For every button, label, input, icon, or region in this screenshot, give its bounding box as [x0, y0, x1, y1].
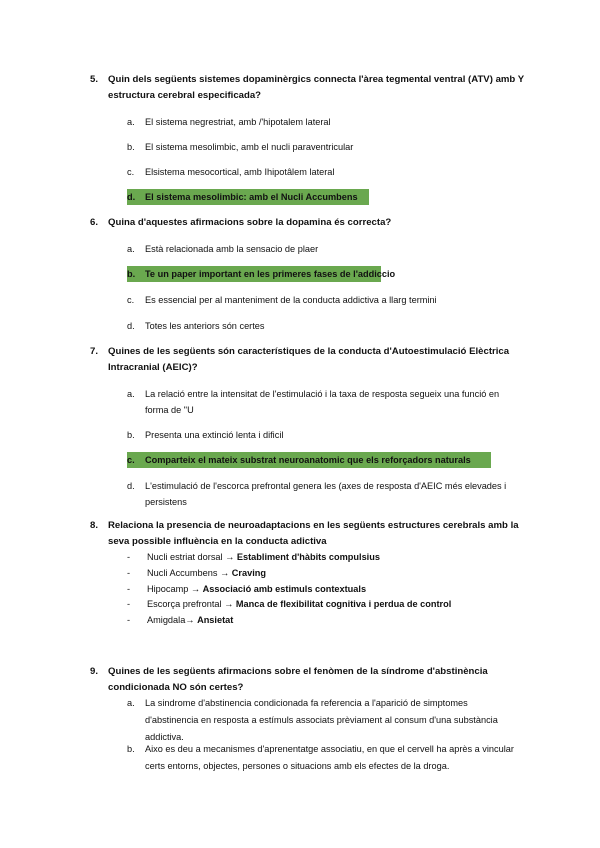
option-9b: [127, 741, 519, 775]
option-5a: [127, 114, 427, 130]
question-5: [90, 72, 530, 104]
option-letter: c.: [127, 455, 135, 465]
option-text: Presenta una extinció lenta i dificil: [145, 430, 284, 440]
bullet-label: Hipocamp →: [147, 584, 201, 594]
question-9: [90, 664, 530, 696]
question-text: Quina d'aquestes afirmacions sobre la dopamina és correcta?: [108, 217, 392, 228]
option-5c: [127, 164, 427, 180]
question-number: 7.: [90, 346, 99, 357]
bullet-answer: Ansietat: [197, 615, 234, 625]
bullet-dash: -: [127, 584, 131, 594]
bullet-answer: Establiment d'hàbits compulsius: [236, 552, 380, 562]
option-text: Comparteix el mateix substrat neuroanatomic que els reforçadors naturals: [145, 455, 471, 465]
option-7c: [127, 452, 491, 473]
option-text: Te un paper important en les primeres fases de l'addiccio: [145, 269, 396, 279]
option-6d: [127, 318, 427, 334]
option-9a: [127, 695, 515, 746]
bullet-item: [127, 613, 233, 627]
bullet-item: [127, 566, 266, 580]
bullet-dash: -: [127, 615, 131, 625]
bullet-label: Escorça prefrontal →: [147, 599, 234, 609]
question-number: 6.: [90, 217, 99, 228]
option-letter: b.: [127, 744, 135, 754]
option-6a: [127, 241, 427, 257]
option-letter: b.: [127, 269, 136, 279]
option-text: Aixo es deu a mecanismes d'aprenentatge associatiu, en que el cervell ha après a vincular certs entorns, objectes, persones o situacions amb els efectes de la droga.: [145, 744, 514, 771]
bullet-answer: Craving: [231, 568, 266, 578]
question-text: Quines de les següents afirmacions sobre el fenòmen de la síndrome d'abstinència condicionada NO són certes?: [108, 666, 488, 693]
option-letter: d.: [127, 192, 136, 202]
option-text: Està relacionada amb la sensacio de plaer: [145, 244, 319, 254]
bullet-label: Amigdala→: [147, 615, 195, 625]
option-letter: b.: [127, 430, 135, 440]
question-text: Quines de les següents són característiques de la conducta d'Autoestimulació Elèctrica Intracranial (AEIC)?: [108, 346, 510, 373]
option-text: Es essencial per al manteniment de la conducta addictiva a llarg termini: [145, 295, 437, 305]
bullet-dash: -: [127, 599, 131, 609]
highlighted-answer: [127, 266, 396, 282]
question-8: [90, 518, 530, 550]
option-5b: [127, 139, 427, 155]
option-letter: c.: [127, 295, 135, 305]
option-7b: [127, 427, 427, 443]
question-number: 8.: [90, 520, 99, 531]
option-letter: b.: [127, 142, 135, 152]
option-letter: d.: [127, 321, 135, 331]
option-5d: [127, 189, 369, 210]
option-letter: c.: [127, 167, 135, 177]
bullet-answer: Associació amb estimuls contextuals: [202, 584, 367, 594]
option-text: Elsistema mesocortical, amb Ihipotâlem lateral: [145, 167, 335, 177]
bullet-label: Nucli Accumbens →: [147, 568, 230, 578]
option-text: El sistema mesolimbic, amb el nucli paraventricular: [145, 142, 354, 152]
bullet-item: [127, 582, 366, 596]
question-text: Quin dels següents sistemes dopaminèrgics connecta l'àrea tegmental ventral (ATV) amb Y estructura cerebral especificada?: [108, 74, 525, 101]
question-7: [90, 344, 530, 376]
option-text: La relació entre la intensitat de l'estimulació i la taxa de resposta segueix una funció en forma de "U: [145, 389, 500, 415]
question-number: 9.: [90, 666, 99, 677]
bullet-dash: -: [127, 552, 131, 562]
question-6: [90, 215, 530, 231]
option-letter: a.: [127, 244, 135, 254]
option-text: El sistema mesolimbic: amb el Nucli Accumbens: [145, 192, 358, 202]
bullet-answer: Manca de flexibilitat cognitiva i perdua de control: [235, 599, 452, 609]
highlighted-answer: [127, 189, 369, 205]
bullet-item: [127, 597, 451, 611]
option-letter: a.: [127, 389, 135, 399]
question-text: Relaciona la presencia de neuroadaptacions en les següents estructures cerebrals amb la seva possible influència en la conducta adictiva: [108, 520, 519, 547]
option-text: La sindrome d'abstinencia condicionada fa referencia a l'aparició de simptomes d'abstinencia en resposta a estímuls associats prèviament al consum d'una substància addictiva.: [145, 698, 498, 742]
option-7a: [127, 386, 507, 418]
option-text: L'estimulació de l'escorca prefrontal genera les (axes de resposta d'AEIC més elevades i persistens: [145, 481, 507, 507]
option-6c: [127, 292, 487, 308]
question-number: 5.: [90, 74, 99, 85]
option-6b: [127, 266, 396, 287]
highlighted-answer: [127, 452, 491, 468]
option-letter: d.: [127, 481, 135, 491]
option-7d: [127, 478, 507, 510]
option-letter: a.: [127, 698, 135, 708]
bullet-item: [127, 550, 380, 564]
bullet-dash: -: [127, 568, 131, 578]
option-text: El sistema negrestriat, amb /'hipotalem lateral: [145, 117, 331, 127]
bullet-label: Nucli estriat dorsal →: [147, 552, 235, 562]
option-letter: a.: [127, 117, 135, 127]
option-text: Totes les anteriors són certes: [145, 321, 265, 331]
